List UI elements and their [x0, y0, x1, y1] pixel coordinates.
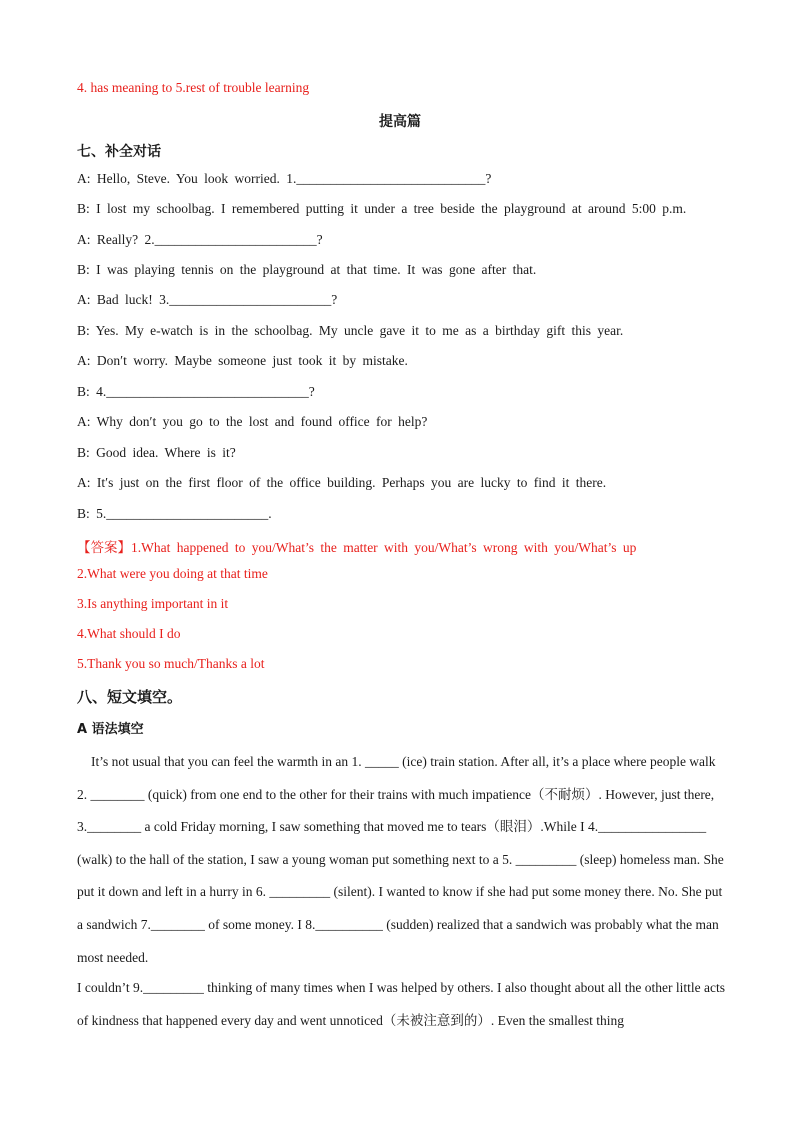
dialogue-line: A: Really? 2.________________________? [77, 232, 323, 247]
dialogue-line: B: 5.________________________. [77, 506, 272, 521]
dialogue-line: A: Don′t worry. Maybe someone just took it by mistake. [77, 353, 408, 368]
passage-paragraph: It’s not usual that you can feel the warmth in an 1. _____ (ice) train station. After all, it’s a place where people walk 2. ________ (quick) from one end to the other for their trains with much impatience（不耐烦）. However, just there, 3.________ a cold Friday morning, I saw something that moved me to tears（眼泪）.While I 4.________________ (walk) to the hall of the station, I saw a young woman put something next to a 5. _________ (sleep) homeless man. She put it down and left in a hurry in 6. _________ (silent). I wanted to know if she had put some money there. No. She put a sandwich 7.________ of some money. I 8.__________ (sudden) realized that a sandwich was probably what the man most needed. [77, 754, 724, 965]
dialogue-line: B: 4.______________________________? [77, 384, 315, 399]
dialogue-line: B: Good idea. Where is it? [77, 445, 236, 460]
part7-heading: 七、补全对话 [77, 144, 161, 160]
dialogue-line: A: Bad luck! 3.________________________? [77, 292, 338, 307]
answer-line: 2.What were you doing at that time [77, 566, 268, 581]
dialogue-line: B: I was playing tennis on the playground at that time. It was gone after that. [77, 262, 537, 277]
passage-paragraph: I couldn’t 9._________ thinking of many times when I was helped by others. I also thought about all the other little acts of kindness that happened every day and went unnoticed（未被注意到的）. Even the smallest thing [77, 980, 726, 1028]
dialogue-line: B: I lost my schoolbag. I remembered putting it under a tree beside the playground at around 5:00 p.m. [77, 201, 687, 216]
dialogue-line: B: Yes. My e-watch is in the schoolbag. My uncle gave it to me as a birthday gift this year. [77, 323, 624, 338]
part8-heading: 八、短文填空。 [77, 688, 183, 706]
part8-subheading: A 语法填空 [77, 722, 144, 737]
dialogue-line: A: It′s just on the first floor of the office building. Perhaps you are lucky to find it there. [77, 475, 607, 490]
section-title: 提高篇 [379, 115, 421, 130]
answer-line: 5.Thank you so much/Thanks a lot [77, 656, 265, 671]
answer-line: 4.What should I do [77, 626, 181, 641]
answer-line: 【答案】1.What happened to you/What’s the matter with you/What’s wrong with you/What’s up [77, 540, 637, 555]
dialogue-line: A: Why don′t you go to the lost and found office for help? [77, 414, 428, 429]
dialogue-line: A: Hello, Steve. You look worried. 1.____________________________? [77, 171, 492, 186]
answer-line: 3.Is anything important in it [77, 596, 229, 611]
previous-answer-line: 4. has meaning to 5.rest of trouble learning [77, 80, 310, 95]
